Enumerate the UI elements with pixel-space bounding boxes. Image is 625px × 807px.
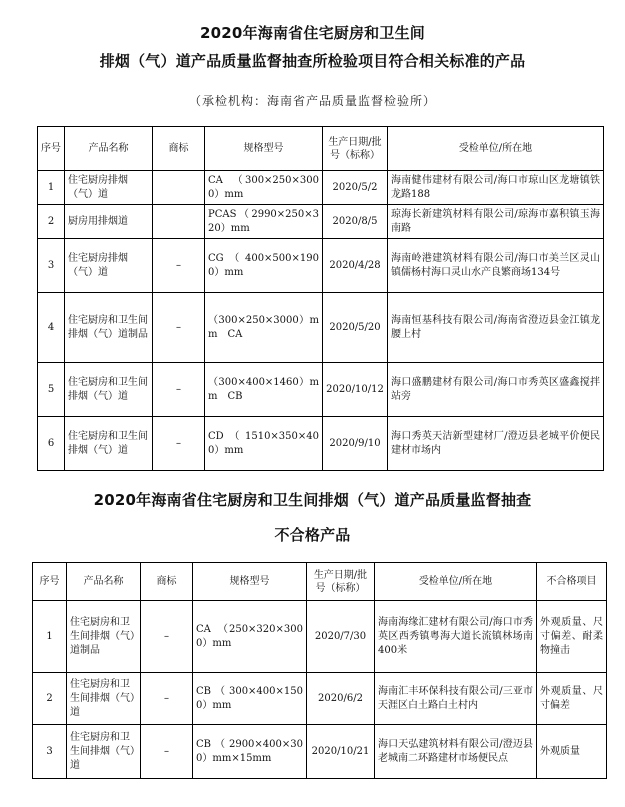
table-row (33, 725, 607, 779)
header-no: 序号 (38, 127, 65, 171)
row-brand: – (141, 601, 193, 673)
row-brand (153, 205, 205, 239)
table-header-row (33, 563, 607, 601)
row-date: 2020/7/30 (307, 601, 375, 673)
row-brand: – (141, 725, 193, 779)
row-fail-items: 外观质量、尺寸偏差 (537, 673, 607, 725)
row-no: 3 (33, 725, 67, 779)
row-unit: 琼海长新建筑材料有限公司/琼海市嘉积镇玉海南路 (388, 205, 604, 239)
row-brand (153, 171, 205, 205)
row-spec: CG（400×500×1900）mm (205, 239, 323, 293)
row-date: 2020/9/10 (323, 417, 388, 471)
row-unit: 海口秀英天洁新型建材厂/澄迈县老城平价便民建材市场内 (388, 417, 604, 471)
header-name: 产品名称 (65, 127, 153, 171)
header-no: 序号 (33, 563, 67, 601)
row-spec: （300×250×3000）mm CA (205, 293, 323, 363)
row-unit: 海南健伟建材有限公司/海口市琼山区龙塘镇铁龙路188 (388, 171, 604, 205)
row-unit: 海南恒基科技有限公司/海南省澄迈县金江镇龙腰上村 (388, 293, 604, 363)
header-spec: 规格型号 (205, 127, 323, 171)
row-date: 2020/5/2 (323, 171, 388, 205)
row-fail-items: 外观质量、尺寸偏差、耐柔物撞击 (537, 601, 607, 673)
row-brand: – (141, 673, 193, 725)
header-date: 生产日期/批号（标称） (307, 563, 375, 601)
row-product-name: 厨房用排烟道 (65, 205, 153, 239)
section2-title-line1: 2020年海南省住宅厨房和卫生间排烟（气）道产品质量监督抽查 (93, 491, 532, 509)
row-product-name: 住宅厨房排烟（气）道 (65, 171, 153, 205)
qualified-products-table (37, 126, 604, 471)
header-name: 产品名称 (67, 563, 141, 601)
row-no: 3 (38, 239, 65, 293)
table-row (38, 239, 604, 293)
header-brand: 商标 (153, 127, 205, 171)
row-spec: CB（300×400×1500）mm (193, 673, 307, 725)
row-date: 2020/8/5 (323, 205, 388, 239)
header-date: 生产日期/批号（标称） (323, 127, 388, 171)
row-brand: – (153, 293, 205, 363)
row-no: 1 (38, 171, 65, 205)
row-spec: CA （300×250×3000）mm (205, 171, 323, 205)
header-spec: 规格型号 (193, 563, 307, 601)
row-date: 2020/6/2 (307, 673, 375, 725)
row-date: 2020/5/20 (323, 293, 388, 363)
row-spec: （300×400×1460）mm CB (205, 363, 323, 417)
row-no: 1 (33, 601, 67, 673)
row-product-name: 住宅厨房和卫生间排烟（气）道制品 (65, 293, 153, 363)
row-spec: CA （250×320×3000）mm (193, 601, 307, 673)
row-no: 4 (38, 293, 65, 363)
row-fail-items: 外观质量 (537, 725, 607, 779)
section2-title-line2: 不合格产品 (274, 526, 351, 544)
row-product-name: 住宅厨房和卫生间排烟（气）道制品 (67, 601, 141, 673)
table-row (38, 171, 604, 205)
row-no: 6 (38, 417, 65, 471)
row-product-name: 住宅厨房和卫生间排烟（气）道 (65, 417, 153, 471)
row-product-name: 住宅厨房和卫生间排烟（气）道 (65, 363, 153, 417)
row-no: 2 (33, 673, 67, 725)
row-unit: 海南海缘汇建材有限公司/海口市秀英区西秀镇粤海大道长流镇林场南400米 (375, 601, 537, 673)
header-unit: 受检单位/所在地 (388, 127, 604, 171)
row-no: 2 (38, 205, 65, 239)
row-brand: – (153, 417, 205, 471)
row-product-name: 住宅厨房排烟（气）道 (65, 239, 153, 293)
row-brand: – (153, 239, 205, 293)
row-spec: CD（1510×350×400）mm (205, 417, 323, 471)
row-no: 5 (38, 363, 65, 417)
table-row (33, 601, 607, 673)
row-unit: 海口天弘建筑材料有限公司/澄迈县老城南二环路建材市场便民点 (375, 725, 537, 779)
row-brand: – (153, 363, 205, 417)
table-row (33, 673, 607, 725)
table-row (38, 205, 604, 239)
row-unit: 海口盛鹏建材有限公司/海口市秀英区盛鑫搅拌站旁 (388, 363, 604, 417)
row-date: 2020/10/12 (323, 363, 388, 417)
header-brand: 商标 (141, 563, 193, 601)
section1-title-line2: 排烟（气）道产品质量监督抽查所检验项目符合相关标准的产品 (99, 52, 526, 70)
row-unit: 海南汇丰环保科技有限公司/三亚市天涯区白土路白土村内 (375, 673, 537, 725)
row-spec: PCAS（2990×250×320）mm (205, 205, 323, 239)
table-header-row (38, 127, 604, 171)
section1-title-line1: 2020年海南省住宅厨房和卫生间 (200, 24, 425, 42)
header-unit: 受检单位/所在地 (375, 563, 537, 601)
header-fail-items: 不合格项目 (537, 563, 607, 601)
section1-subtitle: （承检机构：海南省产品质量监督检验所） (188, 94, 436, 108)
table-row (38, 293, 604, 363)
table-row (38, 363, 604, 417)
row-date: 2020/4/28 (323, 239, 388, 293)
row-product-name: 住宅厨房和卫生间排烟（气）道 (67, 673, 141, 725)
row-unit: 海南岭港建筑材料有限公司/海口市美兰区灵山镇儒杨村海口灵山水产良繁商场134号 (388, 239, 604, 293)
nonconforming-products-table (32, 562, 607, 779)
row-spec: CB（2900×400×300）mm×15mm (193, 725, 307, 779)
row-date: 2020/10/21 (307, 725, 375, 779)
table-row (38, 417, 604, 471)
row-product-name: 住宅厨房和卫生间排烟（气）道 (67, 725, 141, 779)
